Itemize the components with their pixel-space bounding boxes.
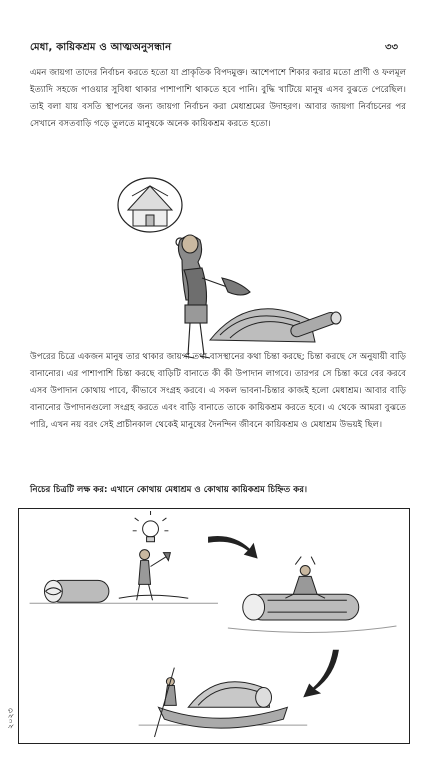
instruction-text: নিচের চিত্রটি লক্ষ কর: এখানে কোথায় মেধাশ্রম ও কোথায় কায়িকশ্রম চিহ্নিত কর। <box>30 485 308 495</box>
paragraph-intro: এমন জায়গা তাদের নির্বাচন করতে হতো যা প্রাকৃতিক বিপদমুক্ত। আশেপাশে শিকার করার মতো প্রাণী ও ফলমূল ইত্যাদি সহজে পাওয়ার সুবিধা থাকার পাশাপাশি থাকতে হবে পানি। বুদ্ধি খাটিয়ে মানুষ এসব বুঝতে পেরেছিল। তাই বলা যায় বসতি স্থাপনের জন্য জায়গা নির্বাচন করা মেধাশ্রমের উদাহরণ। আবার জায়গা নির্বাচনের পর সেখানে বসতবাড়ি গড়ে তুলতে মানুষকে অনেক কায়িকশ্রম করতে হতো। <box>30 68 406 129</box>
scene-boat-with-cargo <box>139 668 308 737</box>
arrow-icon-down <box>303 650 339 698</box>
page-number: ৩৩ <box>384 42 398 53</box>
log-pile <box>210 309 341 342</box>
scene-man-with-axe <box>30 550 218 604</box>
scene-man-on-log <box>228 557 397 633</box>
illustration-labor-cycle <box>19 509 409 743</box>
arrow-icon-right <box>208 536 258 559</box>
side-year-label: ২০২৩ <box>6 708 15 730</box>
illustration-frame <box>18 508 410 744</box>
chapter-title: মেধা, কায়িকশ্রম ও আত্মঅনুসন্ধান <box>30 42 172 53</box>
illustration-caveman-thinking <box>110 170 350 365</box>
paragraph-explanation: উপরের চিত্রে একজন মানুষ তার থাকার জায়গা তথা বাসস্থানের কথা চিন্তা করছে; চিন্তা করছে সে অনুযায়ী বাড়ি বানানোর। এর পাশাপাশি চিন্তা করছে বাড়িটি বানাতে কী কী উপাদান লাগবে। তারপর সে চিন্তা করে বের করবে এসব উপাদান কোথায় পাবে, কীভাবে সংগ্রহ করবে। এ সকল ভাবনা-চিন্তার কাজই হলো মেধাশ্রম। আবার বাড়ি বানানোর উপাদানগুলো সংগ্রহ করতে এবং বাড়ি বানাতে তাকে কায়িকশ্রম করতে হবে। এ থেকে আমরা বুঝতে পারি, এখন নয় বরং সেই প্রাচীনকাল থেকেই মানুষের দৈনন্দিন জীবনে কায়িকশ্রম ও মেধাশ্রম উভয়ই ছিল। <box>30 352 406 430</box>
lightbulb-icon <box>133 511 169 542</box>
